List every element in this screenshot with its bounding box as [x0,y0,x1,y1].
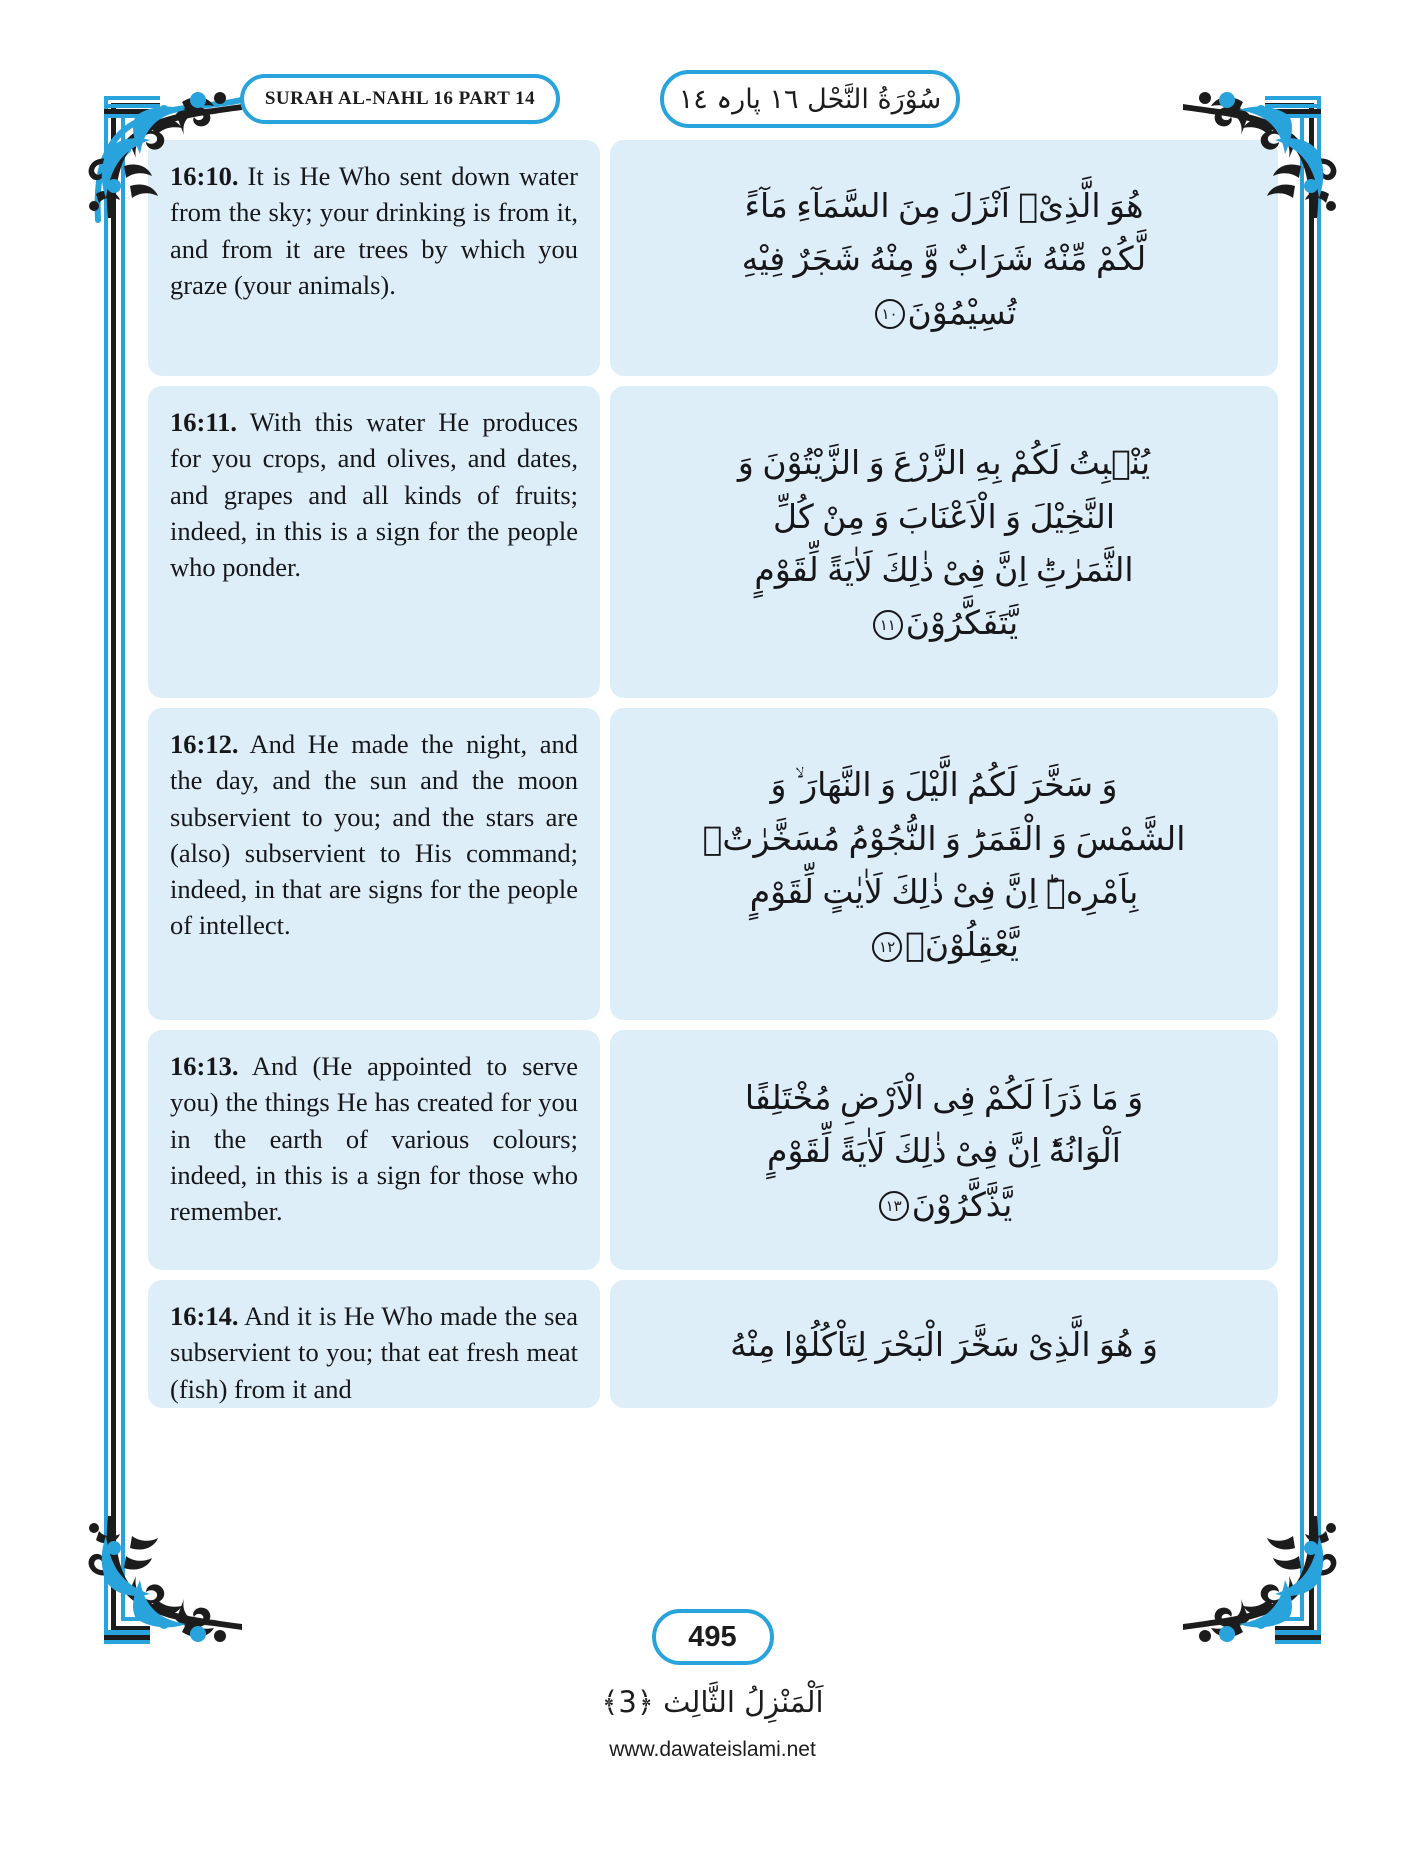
verse-row [148,1280,1278,1408]
arabic-line: یُنْۢبِتُ لَكُمْ بِهِ الزَّرْعَ وَ الزَّیْتُوْنَ وَ [737,443,1151,483]
verse-arabic-text [634,758,1254,972]
verse-english-cell [148,1030,600,1270]
header-surah-capsule [240,74,560,124]
verse-row [148,1030,1278,1270]
verse-arabic-cell [610,140,1278,376]
verse-row [148,708,1278,1020]
verse-reference: 16:13. [170,1051,239,1081]
arabic-line: تُسِیْمُوْنَ [907,292,1017,332]
verse-english-cell [148,708,600,1020]
verse-english-text [170,1048,578,1229]
verse-arabic-cell [610,708,1278,1020]
arabic-line: یَّتَفَكَّرُوْنَ [905,603,1019,643]
verse-reference: 16:10. [170,161,239,191]
arabic-line: النَّخِیْلَ وَ الْاَعْنَابَ وَ مِنْ كُلِّ [772,496,1115,536]
verse-arabic-text [634,179,1254,339]
arabic-line: وَ هُوَ الَّذِیْ سَخَّرَ الْبَحْرَ لِتَاْكُلُوْا مِنْهُ [730,1325,1158,1365]
ayah-end-marker: ١٠ [875,299,905,329]
arabic-line: هُوَ الَّذِیْۤ اَنْزَلَ مِنَ السَّمَآءِ مَآءً [744,185,1144,225]
verse-english-cell [148,386,600,698]
ayah-end-marker: ١١ [873,610,903,640]
verse-arabic-cell [610,1030,1278,1270]
ayah-end-marker: ١٢ [872,932,902,962]
verse-arabic-cell [610,386,1278,698]
verse-row [148,140,1278,376]
verse-arabic-cell [610,1280,1278,1408]
arabic-line: الشَّمْسَ وَ الْقَمَرَؕ وَ النُّجُوْمُ مُسَخَّرٰتٌۢ [702,818,1186,858]
corner-ornament-bottom-right [1182,1511,1347,1676]
corner-ornament-bottom-left [78,1511,243,1676]
verse-reference: 16:14. [170,1301,239,1331]
arabic-line: اَلْوَانُهٗؕ اِنَّ فِیْ ذٰلِكَ لَاٰیَةً لِّقَوْمٍ [767,1131,1121,1171]
footer-manzil-label: اَلْمَنْزِلُ الثَّالِث ﴿3﴾ [601,1685,824,1720]
verse-english-cell [148,1280,600,1408]
arabic-line: الثَّمَرٰتِؕ اِنَّ فِیْ ذٰلِكَ لَاٰیَةً لِّقَوْمٍ [754,550,1134,589]
verse-english-body: And (He appointed to serve you) the things He has created for you in the earth of various colours; indeed, in this is a sign for those who remember. [170,1051,578,1227]
verse-english-text [170,726,578,944]
arabic-line: لَّكُمْ مِّنْهُ شَرَابٌ وَّ مِنْهُ شَجَرٌ فِیْهِ [741,239,1147,279]
header-arabic-title: سُوْرَةُ النَّحْل ١٦ پارہ ١٤ [678,83,942,115]
verse-english-body: And it is He Who made the sea subservient to you; that eat fresh meat (fish) from it and [170,1301,578,1404]
verse-row [148,386,1278,698]
arabic-line: وَ مَا ذَرَاَ لَكُمْ فِی الْاَرْضِ مُخْتَلِفًا [744,1077,1144,1117]
arabic-line: یَّعْقِلُوْنَۙ [905,925,1019,965]
verse-english-body: With this water He produces for you crops, and olives, and dates, and grapes and all kinds of fruits; indeed, in this is a sign for the people who ponder. [170,407,579,583]
header-arabic-capsule [660,70,960,128]
verse-arabic-text [634,1318,1254,1371]
verse-reference: 16:12. [170,729,239,759]
verse-english-body: And He made the night, and the day, and the sun and the moon subservient to you; and the stars are (also) subservient to His command; indeed, in that are signs for the people of intellect. [170,729,578,941]
verse-english-text [170,1298,578,1407]
arabic-line: یَّذَّكَّرُوْنَ [911,1184,1013,1224]
verse-english-body: It is He Who sent down water from the sky; your drinking is from it, and from it are trees by which you graze (your animals). [170,161,578,300]
page-number: 495 [688,1620,737,1653]
header-surah-title: SURAH AL-NAHL 16 PART 14 [264,88,536,109]
footer-website-url: www.dawateislami.net [609,1738,816,1761]
verse-arabic-text [634,1071,1254,1231]
arabic-line: بِاَمْرِهٖؕ اِنَّ فِیْ ذٰلِكَ لَاٰیٰتٍ لِّقَوْمٍ [749,872,1139,911]
ayah-end-marker: ١٣ [879,1191,909,1221]
corner-ornament-top-left [78,58,243,223]
verse-arabic-text [634,436,1254,650]
verse-reference: 16:11. [170,407,237,437]
corner-ornament-top-right [1182,58,1347,223]
page-number-capsule [652,1609,774,1665]
verse-english-text [170,404,578,585]
arabic-line: وَ سَخَّرَ لَكُمُ الَّیْلَ وَ النَّهَارَ ۙ وَ [770,765,1118,805]
verse-list [148,140,1278,1612]
